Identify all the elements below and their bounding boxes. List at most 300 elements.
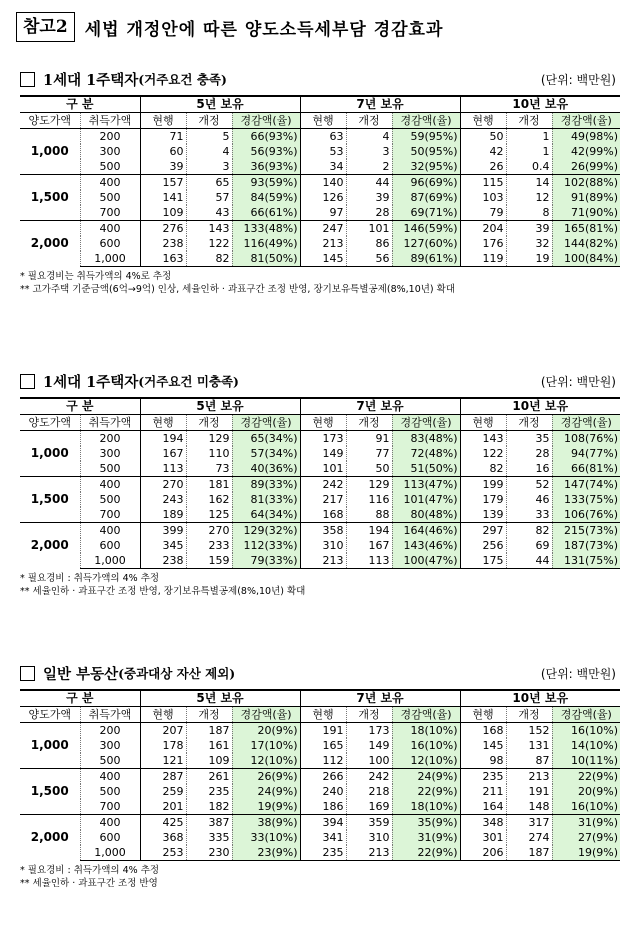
column-header: 개정 [346,113,392,129]
sale-price-cell: 2,000 [20,221,80,267]
column-header: 개정 [186,707,232,723]
column-header: 현행 [300,707,346,723]
tax-value-cell: 186 [300,799,346,815]
header-row-columns [20,113,620,129]
tax-value-cell: 116 [346,492,392,507]
reduction-cell: 129(32%) [232,523,300,539]
tax-value-cell: 310 [346,830,392,845]
column-header: 취득가액 [80,415,140,431]
table-row [20,723,620,739]
reduction-cell: 50(95%) [392,144,460,159]
reduction-cell: 100(84%) [552,251,620,267]
section-header [20,662,618,684]
tax-value-cell: 161 [186,738,232,753]
table-row [20,175,620,191]
reduction-cell: 127(60%) [392,236,460,251]
reduction-cell: 146(59%) [392,221,460,237]
tax-value-cell: 266 [300,769,346,785]
reduction-cell: 20(9%) [552,784,620,799]
tax-value-cell: 168 [300,507,346,523]
footnotes [20,270,618,296]
footnote: * 필요경비 : 취득가액의 4% 추정 [20,573,160,584]
table-row [20,799,620,815]
tax-value-cell: 113 [346,553,392,569]
header-holding-period: 10년 보유 [460,690,620,707]
column-header: 경감액(율) [232,707,300,723]
column-header: 현행 [140,113,186,129]
tax-value-cell: 217 [300,492,346,507]
column-header: 현행 [460,415,506,431]
tax-value-cell: 98 [460,753,506,769]
header-holding-period: 10년 보유 [460,398,620,415]
acquisition-price-cell: 1,000 [80,845,140,861]
acquisition-price-cell: 500 [80,159,140,175]
tax-value-cell: 167 [140,446,186,461]
tax-value-cell: 50 [460,129,506,145]
tax-value-cell: 235 [186,784,232,799]
tax-value-cell: 82 [460,461,506,477]
table-row [20,446,620,461]
column-header: 경감액(율) [232,415,300,431]
tax-value-cell: 163 [140,251,186,267]
table-row [20,144,620,159]
acquisition-price-cell: 400 [80,477,140,493]
sale-price-cell: 2,000 [20,815,80,861]
column-header: 개정 [506,113,552,129]
tax-value-cell: 1 [506,144,552,159]
header-holding-period: 5년 보유 [140,96,300,113]
reduction-cell: 165(81%) [552,221,620,237]
tax-value-cell: 57 [186,190,232,205]
reduction-cell: 19(9%) [232,799,300,815]
section-header [20,370,618,392]
section-title-main: 1세대 1주택자 [43,71,139,89]
tax-value-cell: 238 [140,236,186,251]
column-header: 개정 [186,113,232,129]
table-row [20,815,620,831]
table-row [20,221,620,237]
reduction-cell: 66(93%) [232,129,300,145]
reduction-cell: 93(59%) [232,175,300,191]
tax-value-cell: 247 [300,221,346,237]
reduction-cell: 89(33%) [232,477,300,493]
tax-value-cell: 167 [346,538,392,553]
table-row [20,205,620,221]
tax-value-cell: 242 [346,769,392,785]
table-row [20,753,620,769]
tax-value-cell: 179 [460,492,506,507]
acquisition-price-cell: 400 [80,175,140,191]
tax-value-cell: 399 [140,523,186,539]
column-header: 경감액(율) [232,113,300,129]
tax-value-cell: 368 [140,830,186,845]
tax-value-cell: 12 [506,190,552,205]
tax-value-cell: 122 [186,236,232,251]
tax-value-cell: 14 [506,175,552,191]
tax-value-cell: 3 [346,144,392,159]
tax-value-cell: 233 [186,538,232,553]
table-row [20,159,620,175]
tax-value-cell: 189 [140,507,186,523]
column-header: 개정 [346,707,392,723]
reduction-cell: 36(93%) [232,159,300,175]
tax-value-cell: 28 [346,205,392,221]
table-row [20,769,620,785]
reduction-cell: 71(90%) [552,205,620,221]
column-header: 양도가액 [20,113,80,129]
reduction-cell: 57(34%) [232,446,300,461]
table-row [20,236,620,251]
tax-value-cell: 270 [140,477,186,493]
tax-value-cell: 259 [140,784,186,799]
tax-value-cell: 199 [460,477,506,493]
tax-value-cell: 240 [300,784,346,799]
tax-value-cell: 194 [346,523,392,539]
column-header: 현행 [460,113,506,129]
tax-value-cell: 348 [460,815,506,831]
column-header: 취득가액 [80,707,140,723]
tax-value-cell: 276 [140,221,186,237]
acquisition-price-cell: 200 [80,431,140,447]
reduction-cell: 10(11%) [552,753,620,769]
reduction-cell: 116(49%) [232,236,300,251]
column-header: 경감액(율) [392,707,460,723]
tax-value-cell: 91 [346,431,392,447]
tax-value-cell: 115 [460,175,506,191]
acquisition-price-cell: 200 [80,723,140,739]
acquisition-price-cell: 300 [80,144,140,159]
footnotes [20,572,618,598]
header-holding-period: 5년 보유 [140,690,300,707]
sale-price-cell: 1,000 [30,738,69,752]
table-row [20,538,620,553]
acquisition-price-cell: 600 [80,830,140,845]
tax-value-cell: 173 [300,431,346,447]
acquisition-price-cell: 700 [80,205,140,221]
sale-price-cell: 1,000 [30,144,69,158]
reduction-cell: 16(10%) [552,723,620,739]
reduction-cell: 23(9%) [232,845,300,861]
reduction-cell: 106(76%) [552,507,620,523]
tax-value-cell: 119 [460,251,506,267]
tax-value-cell: 26 [460,159,506,175]
tax-value-cell: 139 [460,507,506,523]
reduction-cell: 79(33%) [232,553,300,569]
table-row [20,190,620,205]
tax-value-cell: 39 [140,159,186,175]
tax-value-cell: 253 [140,845,186,861]
tax-value-cell: 71 [140,129,186,145]
tax-value-cell: 162 [186,492,232,507]
checkbox-square-icon [20,72,35,87]
reduction-cell: 14(10%) [552,738,620,753]
tax-value-cell: 101 [300,461,346,477]
sale-price-cell: 1,000 [30,446,69,460]
tax-value-cell: 28 [506,446,552,461]
reduction-cell: 65(34%) [232,431,300,447]
reduction-cell: 66(81%) [552,461,620,477]
tax-value-cell: 211 [460,784,506,799]
reduction-cell: 12(10%) [232,753,300,769]
tax-value-cell: 60 [140,144,186,159]
tax-value-cell: 187 [186,723,232,739]
reduction-cell: 102(88%) [552,175,620,191]
tax-value-cell: 159 [186,553,232,569]
tax-value-cell: 50 [346,461,392,477]
header-row-periods [20,96,620,113]
acquisition-price-cell: 400 [80,221,140,237]
tax-value-cell: 213 [300,553,346,569]
tax-value-cell: 109 [186,753,232,769]
reduction-cell: 80(48%) [392,507,460,523]
tax-value-cell: 141 [140,190,186,205]
tax-value-cell: 301 [460,830,506,845]
tax-value-cell: 42 [460,144,506,159]
sale-price-cell: 1,500 [20,175,80,221]
tax-value-cell: 110 [186,446,232,461]
tax-value-cell: 157 [140,175,186,191]
table-row [20,784,620,799]
reduction-cell: 187(73%) [552,538,620,553]
reduction-cell: 27(9%) [552,830,620,845]
reduction-cell: 31(9%) [552,815,620,831]
acquisition-price-cell: 700 [80,799,140,815]
tax-value-cell: 103 [460,190,506,205]
tax-value-cell: 0.4 [506,159,552,175]
column-header: 현행 [300,415,346,431]
table-row [20,507,620,523]
reduction-cell: 144(82%) [552,236,620,251]
reduction-cell: 131(75%) [552,553,620,569]
tax-value-cell: 204 [460,221,506,237]
tax-value-cell: 32 [506,236,552,251]
section-general-real-estate [20,662,618,890]
tax-value-cell: 341 [300,830,346,845]
tax-value-cell: 39 [506,221,552,237]
tax-value-cell: 63 [300,129,346,145]
tax-reduction-table [20,95,620,267]
tax-value-cell: 143 [460,431,506,447]
tax-value-cell: 270 [186,523,232,539]
tax-value-cell: 149 [346,738,392,753]
tax-value-cell: 165 [300,738,346,753]
tax-value-cell: 317 [506,815,552,831]
section-title-main: 일반 부동산 [43,665,119,683]
table-row [20,523,620,539]
reduction-cell: 147(74%) [552,477,620,493]
reduction-cell: 31(9%) [392,830,460,845]
sale-price-cell: 1,500 [20,769,80,815]
tax-value-cell: 113 [140,461,186,477]
acquisition-price-cell: 500 [80,784,140,799]
reduction-cell: 112(33%) [232,538,300,553]
reduction-cell: 32(95%) [392,159,460,175]
table-row [20,251,620,267]
reduction-cell: 40(36%) [232,461,300,477]
tax-value-cell: 287 [140,769,186,785]
acquisition-price-cell: 300 [80,738,140,753]
table-row [20,492,620,507]
tax-value-cell: 44 [346,175,392,191]
tax-value-cell: 16 [506,461,552,477]
acquisition-price-cell: 1,000 [80,553,140,569]
tax-value-cell: 152 [506,723,552,739]
tax-value-cell: 359 [346,815,392,831]
reduction-cell: 133(48%) [232,221,300,237]
column-header: 현행 [140,415,186,431]
reduction-cell: 81(33%) [232,492,300,507]
reduction-cell: 164(46%) [392,523,460,539]
reduction-cell: 49(98%) [552,129,620,145]
tax-value-cell: 3 [186,159,232,175]
reduction-cell: 108(76%) [552,431,620,447]
reduction-cell: 24(9%) [232,784,300,799]
reduction-cell: 33(10%) [232,830,300,845]
reduction-cell: 24(9%) [392,769,460,785]
reduction-cell: 19(9%) [552,845,620,861]
reduction-cell: 42(99%) [552,144,620,159]
tax-value-cell: 145 [300,251,346,267]
tax-value-cell: 425 [140,815,186,831]
reduction-cell: 133(75%) [552,492,620,507]
reduction-cell: 56(93%) [232,144,300,159]
tax-value-cell: 213 [506,769,552,785]
reduction-cell: 66(61%) [232,205,300,221]
header-holding-period: 7년 보유 [300,690,460,707]
tax-value-cell: 206 [460,845,506,861]
reduction-cell: 83(48%) [392,431,460,447]
section-subtitle: (거주요건 미충족) [138,374,239,389]
tax-value-cell: 77 [346,446,392,461]
tax-value-cell: 5 [186,129,232,145]
column-header: 현행 [300,113,346,129]
tax-value-cell: 310 [300,538,346,553]
tax-value-cell: 88 [346,507,392,523]
checkbox-square-icon [20,374,35,389]
header-category: 구 분 [20,690,140,707]
tax-value-cell: 238 [140,553,186,569]
tax-value-cell: 43 [186,205,232,221]
tax-reduction-table [20,397,620,569]
unit-label: (단위: 백만원) [540,72,616,87]
reduction-cell: 81(50%) [232,251,300,267]
reduction-cell: 84(59%) [232,190,300,205]
column-header: 현행 [460,707,506,723]
reduction-cell: 113(47%) [392,477,460,493]
reduction-cell: 38(9%) [232,815,300,831]
footnote: ** 세율인하 · 과표구간 조정 반영, 장기보유특별공제(8%,10년) 확대 [20,586,306,597]
table-row [20,845,620,861]
section-title [20,371,239,392]
tax-value-cell: 243 [140,492,186,507]
tax-value-cell: 394 [300,815,346,831]
header-row-columns [20,707,620,723]
column-header: 양도가액 [20,707,80,723]
column-header: 개정 [186,415,232,431]
tax-value-cell: 112 [300,753,346,769]
header-holding-period: 7년 보유 [300,398,460,415]
tax-value-cell: 46 [506,492,552,507]
reduction-cell: 22(9%) [392,784,460,799]
tax-value-cell: 4 [346,129,392,145]
reduction-cell: 22(9%) [392,845,460,861]
tax-value-cell: 125 [186,507,232,523]
tax-value-cell: 126 [300,190,346,205]
sale-price-cell: 1,500 [20,477,80,523]
reduction-cell: 101(47%) [392,492,460,507]
reduction-cell: 59(95%) [392,129,460,145]
tax-value-cell: 175 [460,553,506,569]
reduction-cell: 22(9%) [552,769,620,785]
tax-value-cell: 39 [346,190,392,205]
tax-value-cell: 35 [506,431,552,447]
tax-value-cell: 97 [300,205,346,221]
tax-value-cell: 164 [460,799,506,815]
tax-value-cell: 82 [506,523,552,539]
tax-value-cell: 274 [506,830,552,845]
tax-value-cell: 173 [346,723,392,739]
column-header: 개정 [506,415,552,431]
reference-tag: 참고2 [16,12,75,42]
tax-value-cell: 87 [506,753,552,769]
acquisition-price-cell: 600 [80,538,140,553]
tax-value-cell: 100 [346,753,392,769]
tax-reduction-table [20,689,620,861]
acquisition-price-cell: 600 [80,236,140,251]
tax-value-cell: 34 [300,159,346,175]
reduction-cell: 87(69%) [392,190,460,205]
tax-value-cell: 230 [186,845,232,861]
section-subtitle: (중과대상 자산 제외) [118,666,236,681]
tax-value-cell: 56 [346,251,392,267]
tax-value-cell: 207 [140,723,186,739]
tax-value-cell: 181 [186,477,232,493]
tax-value-cell: 182 [186,799,232,815]
tax-value-cell: 1 [506,129,552,145]
tax-value-cell: 297 [460,523,506,539]
sale-price-cell: 2,000 [20,523,80,569]
tax-value-cell: 191 [300,723,346,739]
tax-value-cell: 52 [506,477,552,493]
reduction-cell: 72(48%) [392,446,460,461]
column-header: 경감액(율) [392,415,460,431]
tax-value-cell: 218 [346,784,392,799]
table-row [20,477,620,493]
reduction-cell: 17(10%) [232,738,300,753]
tax-value-cell: 129 [186,431,232,447]
tax-value-cell: 2 [346,159,392,175]
section-title [20,663,235,684]
reduction-cell: 18(10%) [392,799,460,815]
section-title [20,69,227,90]
table-row [20,553,620,569]
tax-value-cell: 140 [300,175,346,191]
header-holding-period: 7년 보유 [300,96,460,113]
reduction-cell: 89(61%) [392,251,460,267]
column-header: 경감액(율) [392,113,460,129]
section-title-main: 1세대 1주택자 [43,373,139,391]
tax-value-cell: 79 [460,205,506,221]
reduction-cell: 215(73%) [552,523,620,539]
reduction-cell: 69(71%) [392,205,460,221]
tax-value-cell: 235 [300,845,346,861]
unit-label: (단위: 백만원) [540,666,616,681]
tax-value-cell: 213 [300,236,346,251]
column-header: 개정 [346,415,392,431]
reduction-cell: 16(10%) [552,799,620,815]
header-category: 구 분 [20,398,140,415]
acquisition-price-cell: 1,000 [80,251,140,267]
